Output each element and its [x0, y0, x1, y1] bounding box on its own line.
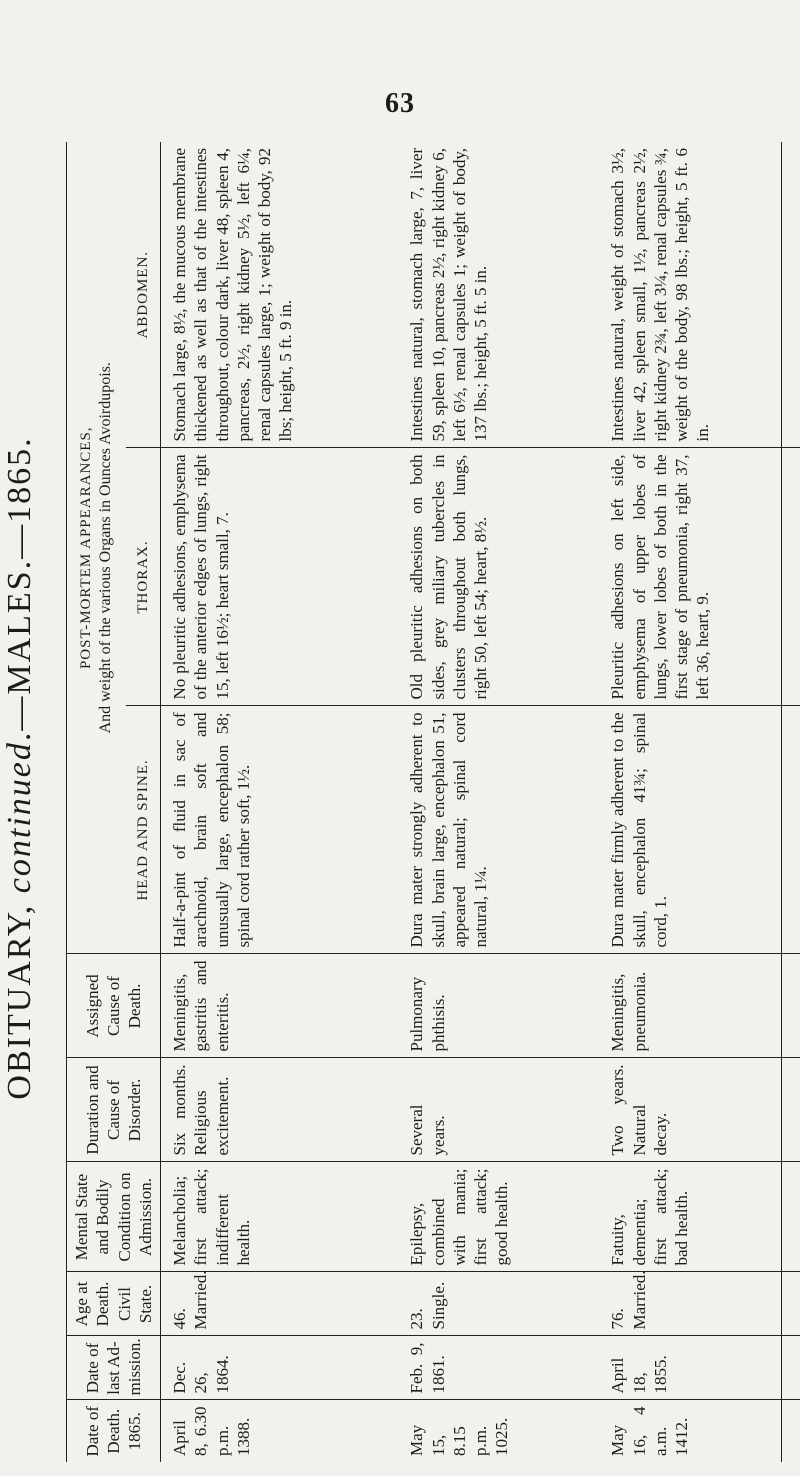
cell-mental-state: Epilepsy, combined with mania; first attack; good health.	[398, 1162, 599, 1272]
cell-age: 23. Single.	[398, 1272, 599, 1336]
cell-date-of-death: April 8, 6.30 p.m. 1388.	[161, 1400, 399, 1462]
table-row	[161, 142, 399, 1462]
table-row	[599, 142, 800, 1462]
cell-duration: Several years.	[398, 1058, 599, 1162]
cell-last-admission: Feb. 9, 1861.	[398, 1336, 599, 1400]
cell-date-of-death: May 15, 8.15 p.m. 1025.	[398, 1400, 599, 1462]
header-assigned-cause: Assigned Cause of Death.	[67, 954, 161, 1058]
heading-main: OBITUARY,	[1, 903, 38, 1100]
cell-assigned-cause: Meningitis, pneumonia.	[599, 954, 800, 1058]
cell-abdomen: Stomach large, 8½, the mucous membrane thickened as well as that of the intestines throughout, colour dark, liver 48, spleen 4, pancreas, 2½, right kidney 5½, left 6¼, renal capsules large, 1; weight of body, 92 lbs; height, 5 ft. 9 in.	[170, 147, 296, 442]
cell-assigned-cause: Pulmonary phthisis.	[398, 954, 599, 1058]
post-mortem-title: POST-MORTEM APPEARANCES,	[78, 426, 95, 670]
cell-thorax: No pleuritic adhesions, emphysema of the anterior edges of lungs, right 15, left 16½; heart small, 7.	[161, 448, 399, 706]
page-number: 63	[385, 88, 415, 119]
cell-head-spine: Dura mater strongly adherent to skull, brain large, encephalon 51, appeared natural; spinal cord natural, 1¼.	[398, 706, 599, 954]
page-heading-text	[1, 436, 39, 1099]
cell-abdomen: Intestines natural, weight of stomach 3½, liver 42, spleen small, 1½, pancreas 2½, right kidney 2¾, left 3¼, renal capsules ¾, weight of the body, 98 lbs.; height, 5 ft. 6 in.	[608, 147, 713, 442]
cell-abdomen: Intestines natural, stomach large, 7, liver 59, spleen 10, pancreas 2½, right kidney 6, left 6½, renal capsules 1; weight of body, 137 lbs.; height, 5 ft. 5 in.	[407, 147, 491, 442]
obituary-table	[66, 142, 782, 1462]
cell-date-of-death: May 16, 4 a.m. 1412.	[599, 1400, 800, 1462]
cell-mental-state: Melancholia; first attack; indifferent health.	[161, 1162, 399, 1272]
cell-duration: Six months. Religious excitement.	[161, 1058, 399, 1162]
header-post-mortem	[67, 142, 126, 954]
cell-assigned-cause: Meningitis, gastritis and enteritis.	[161, 954, 399, 1058]
header-head-spine: HEAD AND SPINE.	[126, 706, 160, 954]
header-duration: Duration and Cause of Disorder.	[67, 1058, 161, 1162]
cell-head-spine: Dura mater firmly adherent to the skull, encephalon 41¾; spinal cord, 1.	[599, 706, 800, 954]
table-row	[398, 142, 599, 1462]
cell-last-admission: April 18, 1855.	[599, 1336, 800, 1400]
header-abdomen: ABDOMEN.	[126, 142, 160, 448]
cell-age: 76. Married.	[599, 1272, 800, 1336]
cell-head-spine: Half-a-pint of fluid in sac of arachnoid, brain soft and unusually large, encephalon 58; spinal cord rather soft, 1½.	[161, 706, 399, 954]
cell-last-admission: Dec. 26, 1864.	[161, 1336, 399, 1400]
heading-rest: .—MALES.—1865.	[1, 436, 38, 742]
cell-thorax: Pleuritic adhesions on left side, emphysema of upper lobes of lungs, lower lobes of both in the first stage of pneumonia, right 37, left 36, heart, 9.	[599, 448, 800, 706]
header-date-of-death: Date of Death. 1865.	[67, 1400, 161, 1462]
header-mental-state: Mental State and Bodily Condition on Admission.	[67, 1162, 161, 1272]
header-last-admission: Date of last Ad-mission.	[67, 1336, 161, 1400]
cell-mental-state: Fatuity, dementia; first attack; bad health.	[599, 1162, 800, 1272]
cell-thorax: Old pleuritic adhesions on both sides, grey miliary tubercles in clusters throughout both lungs, right 50, left 54; heart, 8½.	[398, 448, 599, 706]
cell-duration: Two years. Natural decay.	[599, 1058, 800, 1162]
page-heading	[0, 60, 40, 1476]
header-age: Age at Death. Civil State.	[67, 1272, 161, 1336]
obituary-table-grid	[67, 142, 800, 1462]
post-mortem-subtitle: And weight of the various Organs in Ounces Avoirdupois.	[96, 362, 114, 734]
cell-age: 46. Married.	[161, 1272, 399, 1336]
heading-continued: continued	[1, 741, 38, 894]
header-thorax: THORAX.	[126, 448, 160, 706]
